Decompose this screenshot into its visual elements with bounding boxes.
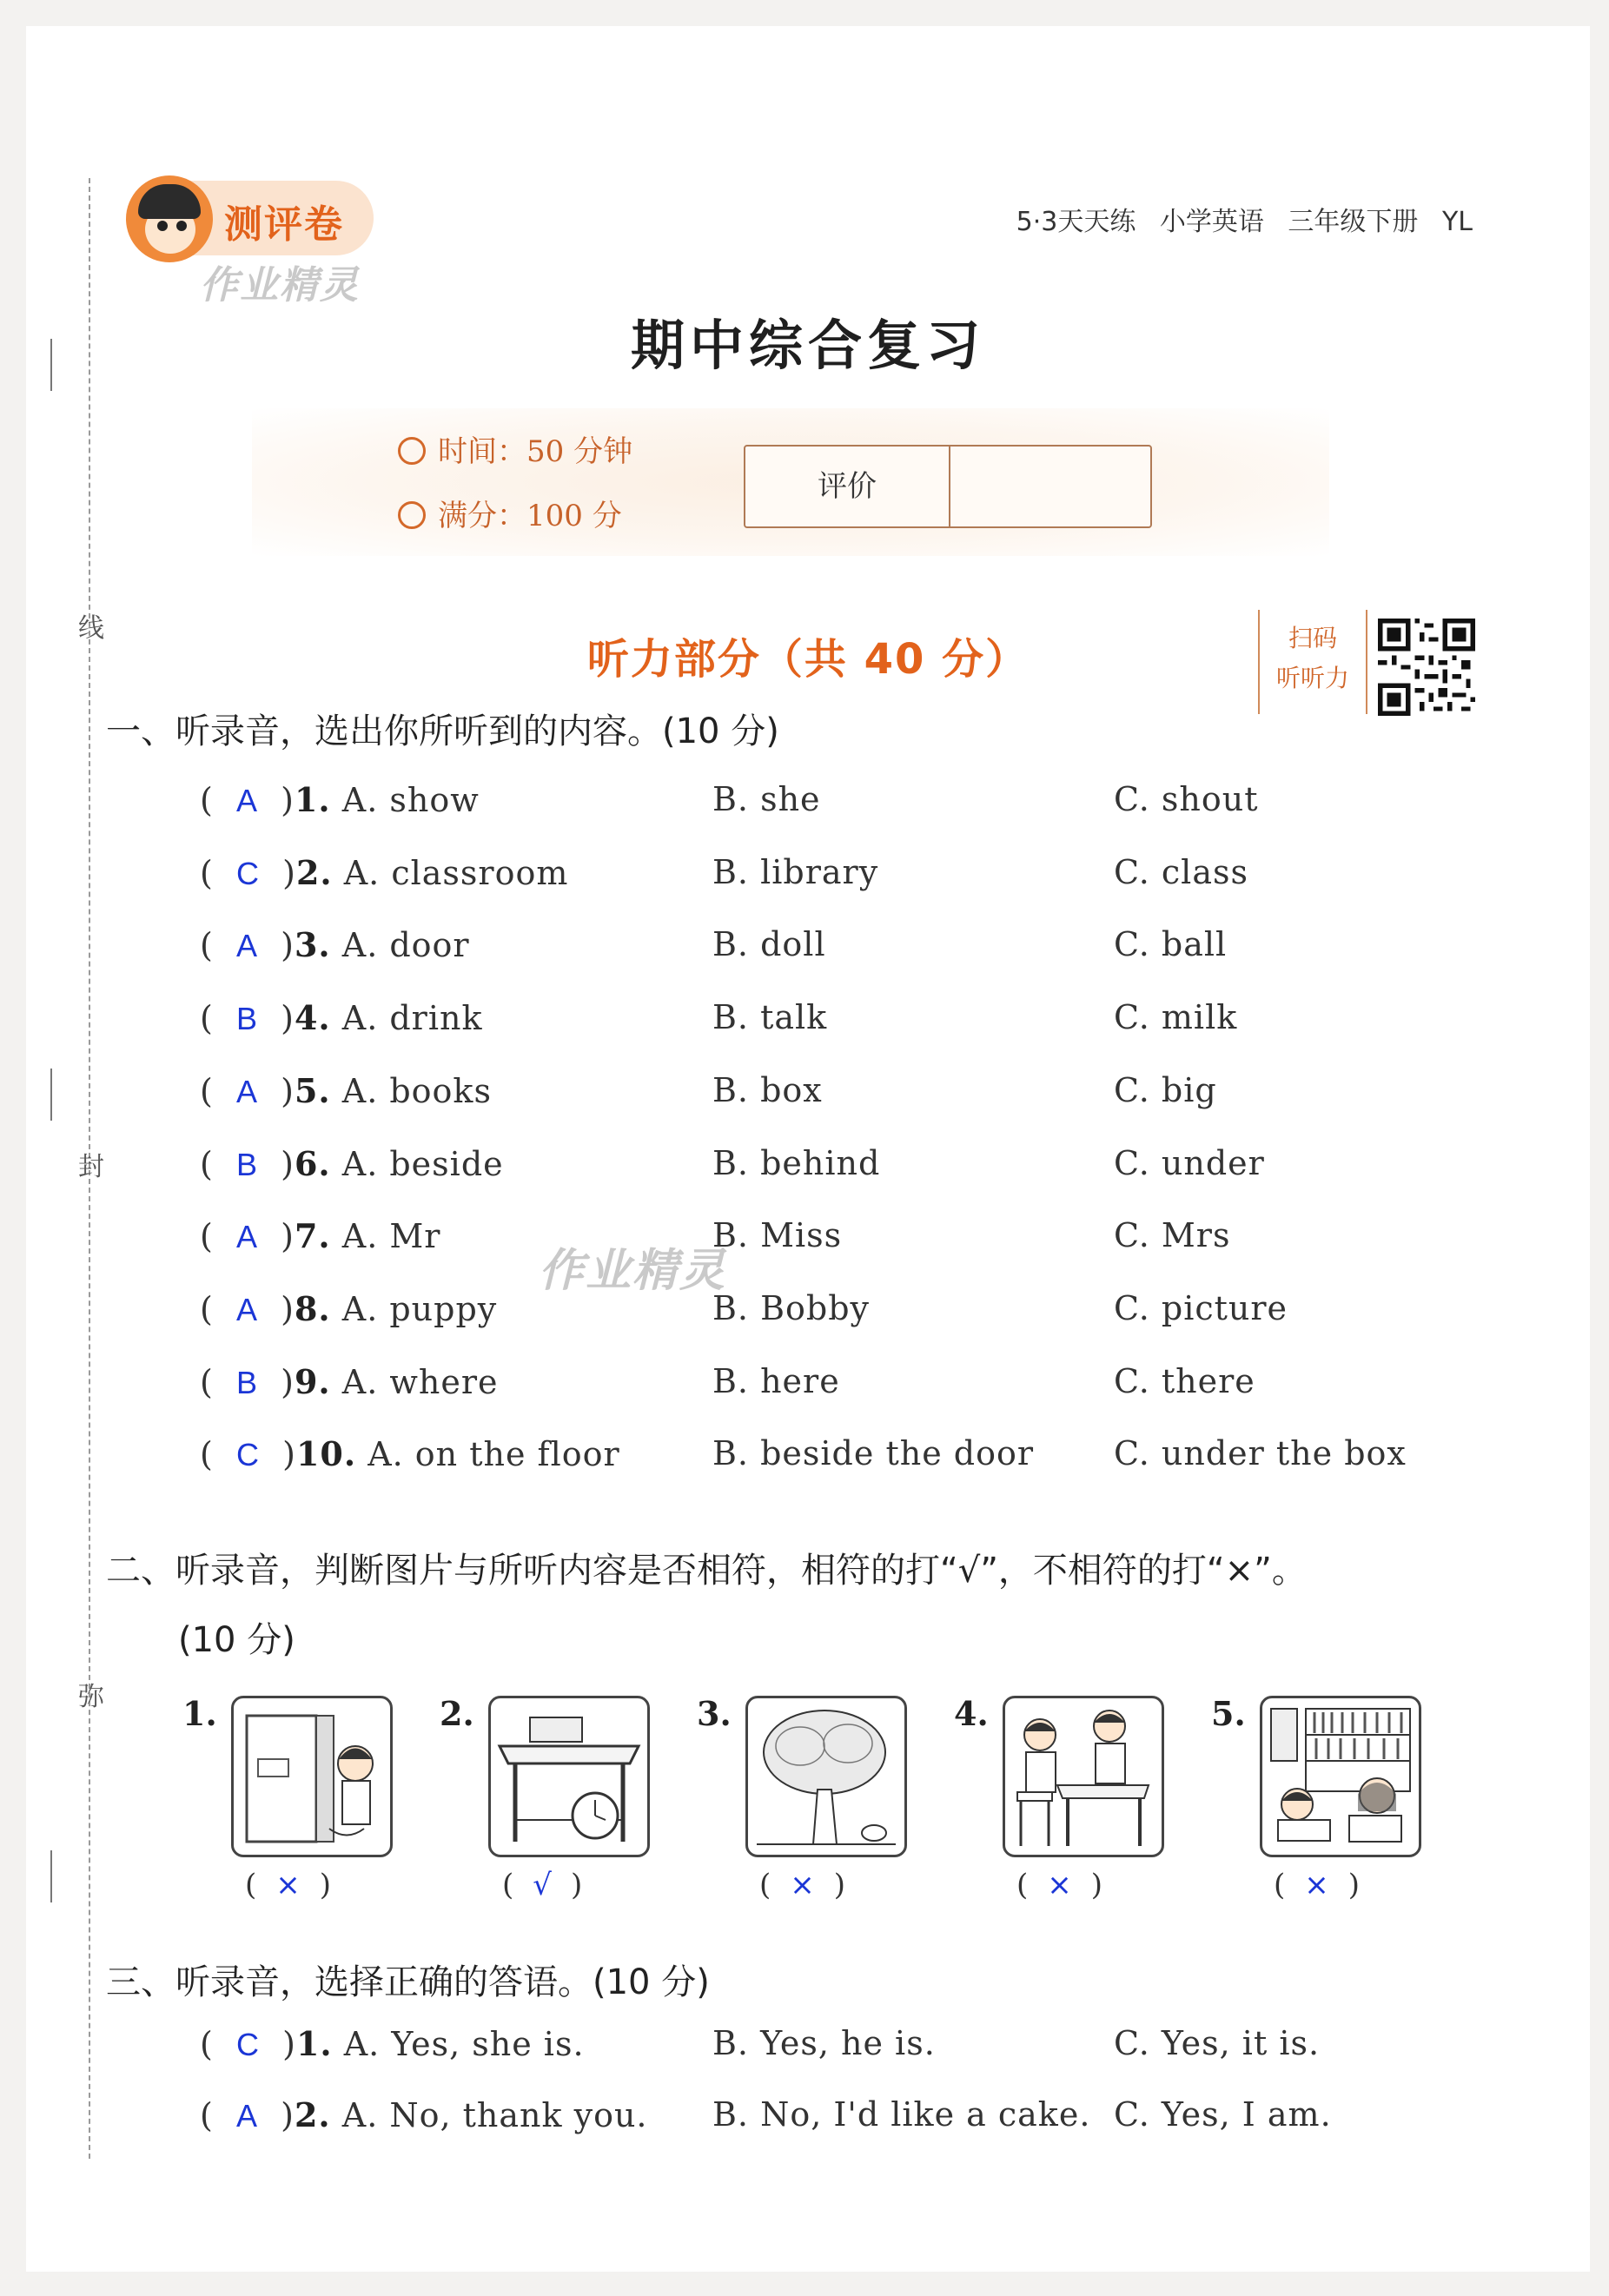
question-row: [200, 780, 1503, 832]
answer-letter: A: [235, 1291, 258, 1327]
picture-number: 3.: [697, 1694, 732, 1733]
option-c: C. big: [1114, 1070, 1217, 1109]
option-a: A. show: [341, 781, 480, 819]
question-row: [200, 2095, 1503, 2147]
answer-bracket[interactable]: ( A )3. A. door: [200, 925, 470, 965]
answer-bracket[interactable]: ( A )7. A. Mr: [200, 1216, 441, 1256]
qr-code-icon[interactable]: [1378, 619, 1475, 716]
question-number: 1.: [295, 2024, 333, 2063]
time-limit-text: 时间：50 分钟: [438, 434, 633, 469]
question-number: 10.: [295, 1434, 357, 1474]
answer-letter: C: [235, 1437, 260, 1473]
binding-char-close: 弥: [78, 1682, 104, 1712]
question-number: 9.: [294, 1361, 331, 1401]
part1-title: 一、听录音，选出你所听到的内容。(10 分): [106, 711, 779, 751]
watermark: 作业精灵: [539, 1245, 727, 1297]
question-number: 6.: [294, 1143, 331, 1183]
option-b: B. No, I'd like a cake.: [712, 2095, 1091, 2134]
option-c: C. milk: [1114, 998, 1238, 1037]
answer-bracket[interactable]: ( B )6. A. beside: [200, 1143, 504, 1183]
answer-letter: A: [235, 1073, 258, 1109]
option-a: A. books: [341, 1071, 492, 1110]
answer-bracket[interactable]: ( A )8. A. puppy: [200, 1288, 498, 1328]
qr-label-line1: 扫码: [1288, 624, 1337, 652]
watermark: 作业精灵: [200, 263, 360, 308]
full-score: [398, 492, 622, 534]
answer-mark: ×: [790, 1868, 815, 1902]
option-b: B. behind: [712, 1143, 881, 1182]
clock-under-desk-icon: [488, 1696, 650, 1857]
boy-mascot-icon: [126, 175, 213, 262]
question-row: [200, 1362, 1503, 1414]
question-row: [200, 1434, 1503, 1486]
question-row: [200, 1216, 1503, 1268]
picture-answer: ( × ): [245, 1868, 332, 1902]
binding-char-seal: 封: [78, 1152, 104, 1182]
evaluation-box[interactable]: [744, 445, 1152, 528]
option-b: B. she: [712, 780, 821, 818]
option-a: A. No, thank you.: [341, 2096, 648, 2134]
picture-answer: ( √ ): [502, 1868, 583, 1902]
question-number: 1.: [294, 780, 331, 819]
option-a: A. Yes, she is.: [343, 2025, 585, 2063]
picture-answer: ( × ): [1016, 1868, 1103, 1902]
picture-number: 1.: [182, 1694, 217, 1733]
option-a: A. drink: [341, 999, 483, 1038]
answer-letter: B: [235, 1364, 258, 1400]
answer-bracket[interactable]: ( C )10. A. on the floor: [200, 1434, 620, 1474]
option-c: C. class: [1114, 852, 1248, 891]
option-b: B. talk: [712, 998, 828, 1037]
answer-bracket[interactable]: ( A )1. A. show: [200, 780, 480, 819]
question-number: 3.: [294, 925, 331, 965]
option-b: B. library: [712, 852, 879, 891]
option-a: A. where: [341, 1362, 499, 1401]
time-limit: [398, 427, 632, 470]
question-row: [200, 1144, 1503, 1196]
option-b: B. box: [712, 1070, 823, 1109]
answer-letter: A: [235, 2098, 258, 2134]
answer-bracket[interactable]: ( B )9. A. where: [200, 1361, 499, 1401]
question-number: 8.: [294, 1288, 331, 1328]
answer-letter: A: [235, 783, 258, 818]
binding-tick: [50, 1069, 52, 1121]
question-row: [200, 1289, 1503, 1341]
option-a: A. beside: [341, 1144, 504, 1183]
answer-bracket[interactable]: ( B )4. A. drink: [200, 998, 483, 1038]
picture-answer: ( × ): [759, 1868, 846, 1902]
section-heading: 听力部分（共 40 分）: [586, 635, 1030, 684]
answer-mark: ×: [1047, 1868, 1072, 1902]
option-c: C. there: [1114, 1361, 1255, 1400]
question-row: [200, 2024, 1503, 2076]
answer-bracket[interactable]: ( C )1. A. Yes, she is.: [200, 2024, 585, 2063]
test-tag-label: 测评卷: [224, 202, 344, 247]
answer-bracket[interactable]: ( C )2. A. classroom: [200, 852, 569, 892]
binding-tick: [50, 1850, 52, 1902]
worksheet-page: [26, 26, 1590, 2272]
question-row: [200, 998, 1503, 1050]
answer-letter: C: [235, 855, 260, 891]
option-b: B. Bobby: [712, 1288, 871, 1327]
option-c: C. picture: [1114, 1288, 1288, 1327]
question-number: 2.: [295, 852, 333, 892]
answer-letter: B: [235, 1001, 258, 1037]
clock-icon: [398, 437, 426, 465]
answer-bracket[interactable]: ( A )5. A. books: [200, 1070, 492, 1110]
qr-label: [1258, 610, 1367, 714]
picture-number: 4.: [954, 1694, 989, 1733]
option-c: C. shout: [1114, 780, 1259, 818]
option-a: A. Mr: [341, 1217, 441, 1256]
option-c: C. Yes, it is.: [1114, 2024, 1321, 2062]
option-a: A. classroom: [343, 853, 569, 892]
question-number: 4.: [294, 998, 331, 1038]
option-c: C. ball: [1114, 925, 1228, 964]
page-title: 期中综合复习: [630, 314, 985, 377]
part3-title: 三、听录音，选择正确的答语。(10 分): [106, 1962, 710, 2002]
check-circle-icon: [398, 501, 426, 529]
question-row: [200, 853, 1503, 905]
picture-number: 5.: [1211, 1694, 1246, 1733]
picture-number: 2.: [440, 1694, 474, 1733]
tree-and-dog-icon: [745, 1696, 907, 1857]
full-score-text: 满分：100 分: [438, 499, 622, 533]
question-row: [200, 925, 1503, 977]
question-number: 2.: [294, 2095, 331, 2134]
answer-mark: ×: [1304, 1868, 1329, 1902]
part2-title-score: (10 分): [178, 1620, 295, 1660]
question-number: 5.: [294, 1070, 331, 1110]
binding-char-line: 线: [78, 613, 104, 644]
evaluation-value[interactable]: [954, 447, 1145, 526]
children-in-library-icon: [1260, 1696, 1421, 1857]
option-c: C. Mrs: [1114, 1216, 1231, 1255]
question-row: [200, 1071, 1503, 1123]
answer-mark: ×: [275, 1868, 301, 1902]
option-b: B. Miss: [712, 1216, 843, 1255]
picture-answer: ( × ): [1274, 1868, 1361, 1902]
option-b: B. beside the door: [712, 1434, 1035, 1473]
answer-letter: B: [235, 1146, 258, 1182]
option-b: B. here: [712, 1361, 840, 1400]
part2-title: 二、听录音，判断图片与所听内容是否相符，相符的打“√”，不相符的打“×”。: [106, 1551, 1307, 1591]
option-a: A. on the floor: [367, 1435, 620, 1474]
answer-mark: √: [533, 1868, 552, 1902]
boy-behind-door-icon: [231, 1696, 393, 1857]
option-c: C. Yes, I am.: [1114, 2095, 1332, 2134]
children-at-table-icon: [1003, 1696, 1164, 1857]
option-c: C. under the box: [1114, 1434, 1407, 1473]
option-a: A. puppy: [341, 1289, 498, 1328]
answer-letter: A: [235, 1219, 258, 1255]
option-b: B. Yes, he is.: [712, 2024, 936, 2062]
question-number: 7.: [294, 1216, 331, 1256]
book-info: 5·3天天练 小学英语 三年级下册 YL: [1016, 207, 1473, 237]
evaluation-label: 评价: [745, 447, 950, 526]
option-c: C. under: [1114, 1143, 1265, 1182]
option-b: B. doll: [712, 925, 826, 964]
option-a: A. door: [341, 926, 470, 965]
answer-bracket[interactable]: ( A )2. A. No, thank you.: [200, 2095, 648, 2134]
qr-label-line2: 听听力: [1275, 664, 1349, 692]
answer-letter: A: [235, 928, 258, 964]
answer-letter: C: [235, 2027, 260, 2062]
